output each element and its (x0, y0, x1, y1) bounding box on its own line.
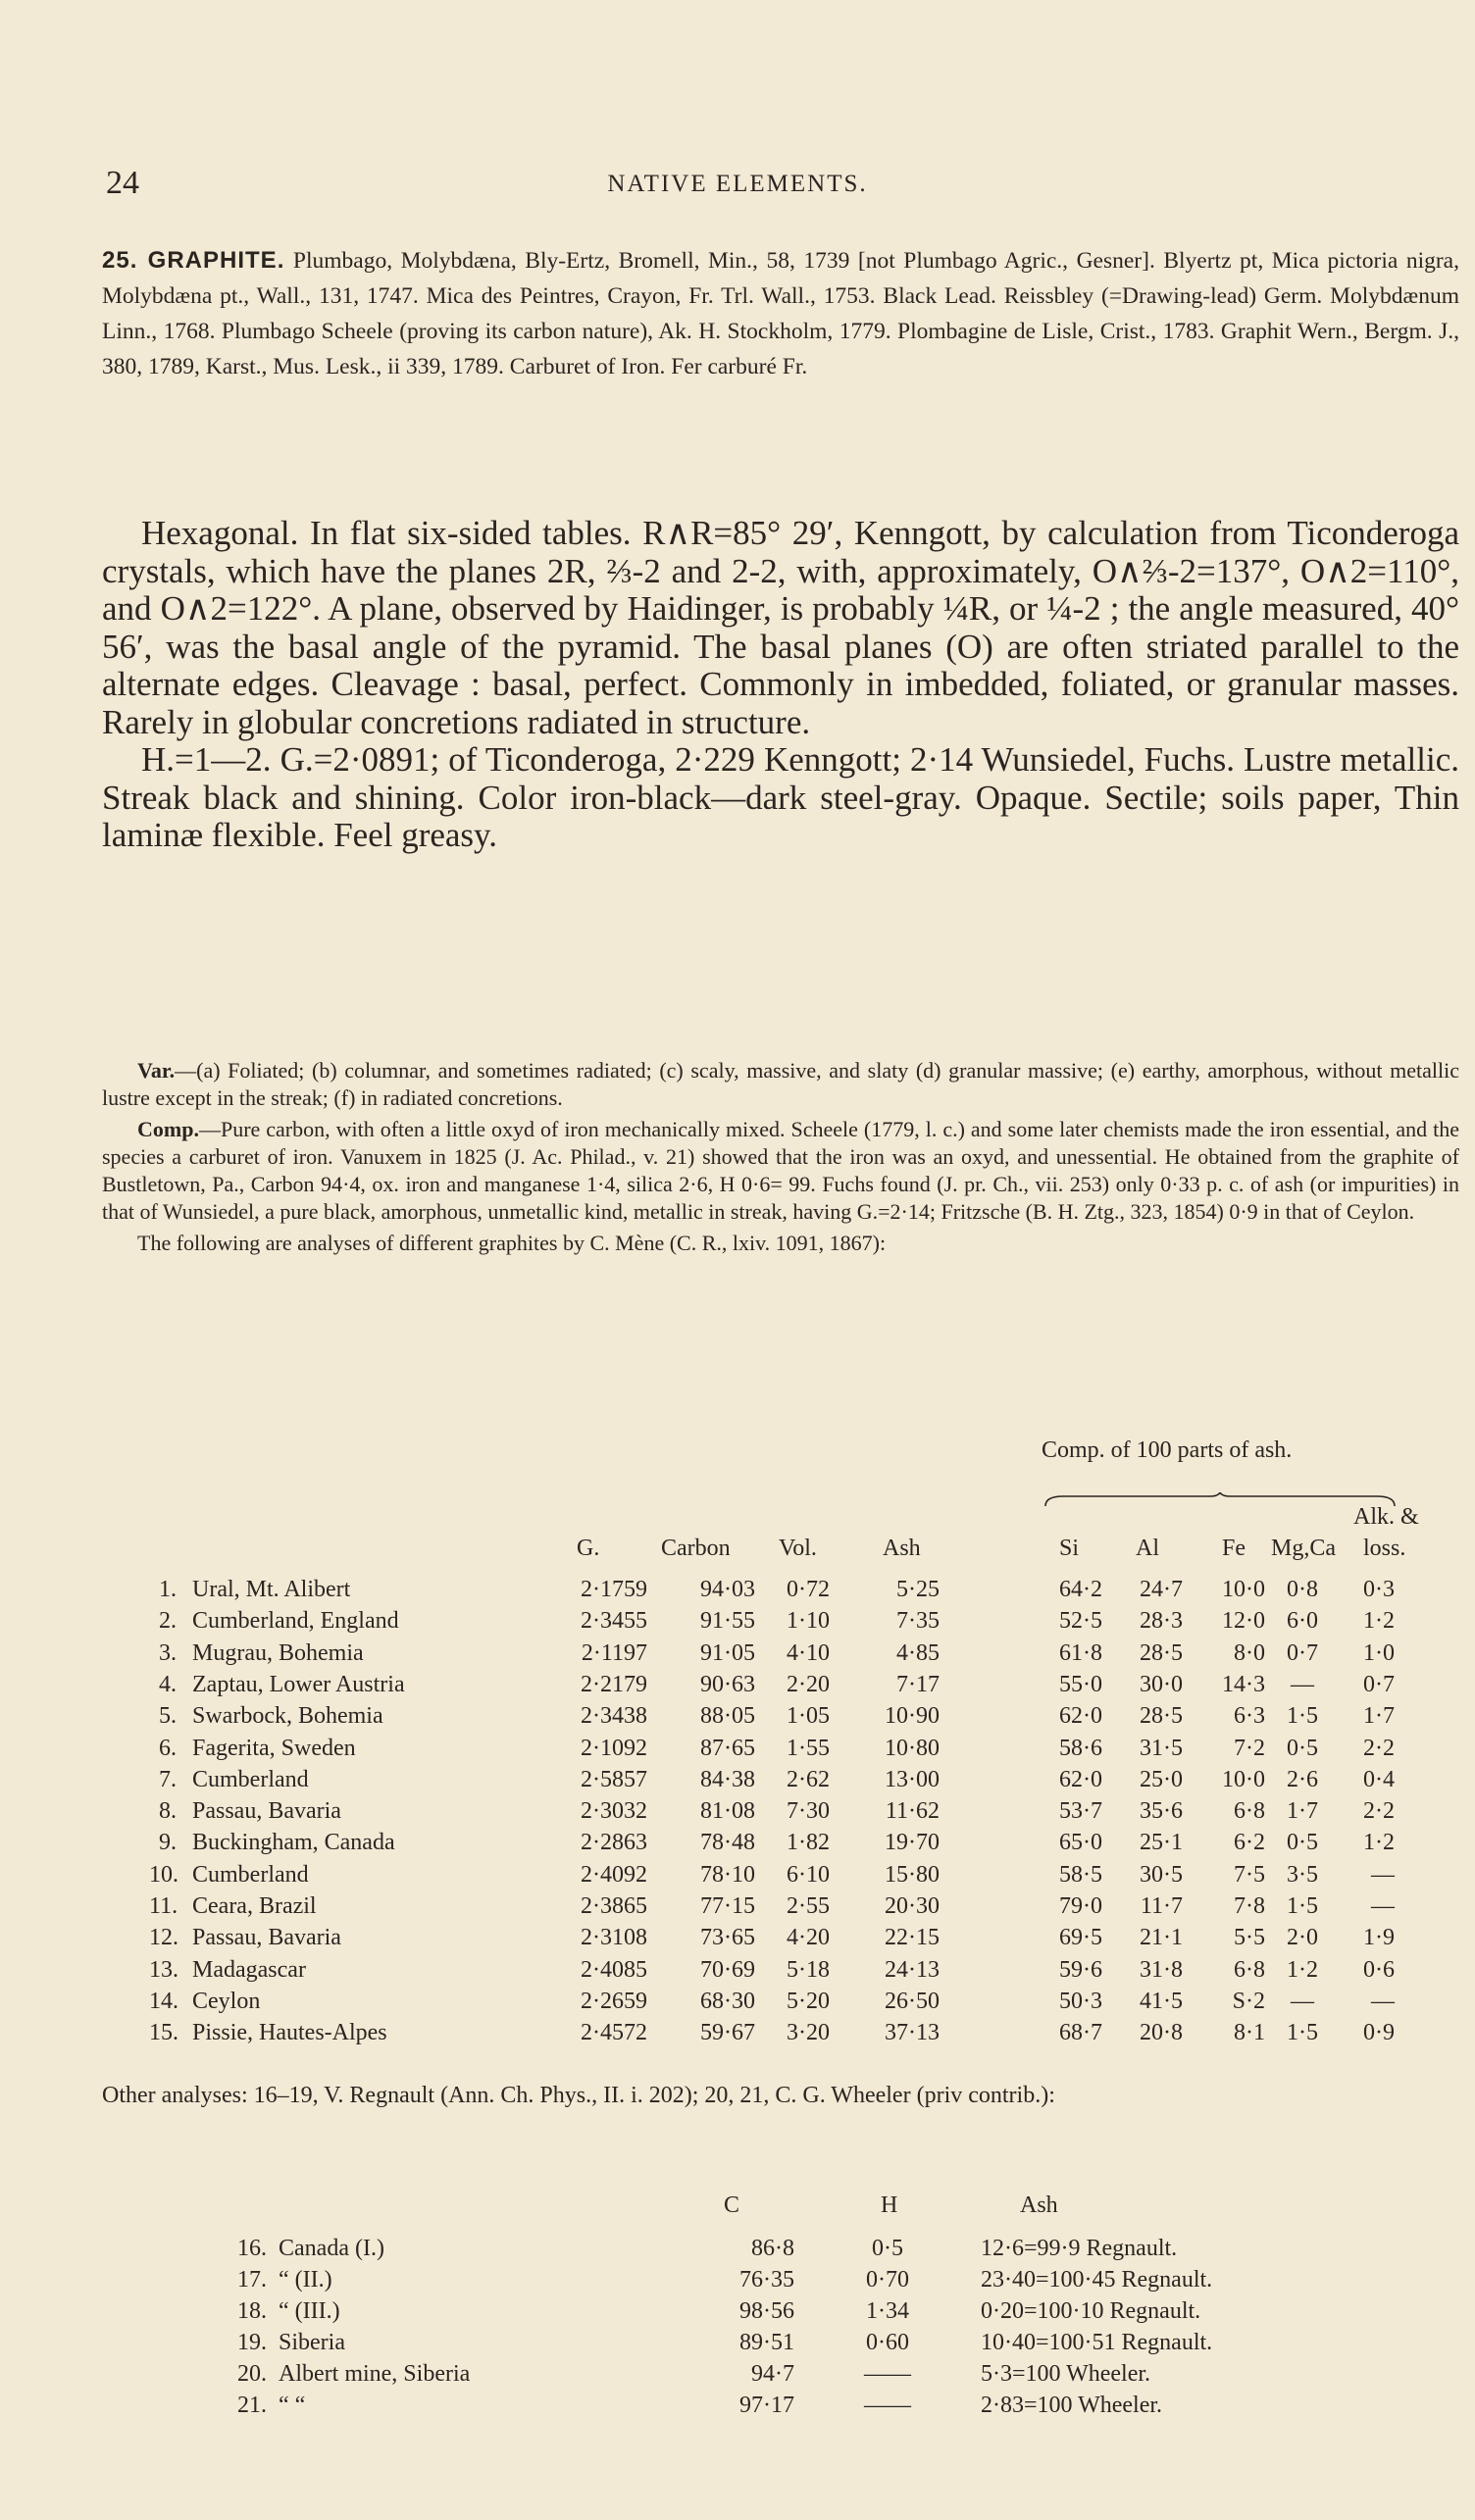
value-cell: 5·3=100 Wheeler. (981, 2361, 1151, 2387)
value-cell: 7·5 (1234, 1861, 1265, 1888)
col-ash2: Ash (1020, 2192, 1058, 2218)
value-cell: 59·6 (1059, 1956, 1102, 1983)
value-cell: 5·5 (1234, 1925, 1265, 1951)
value-cell: 0·6 (1363, 1956, 1395, 1983)
value-cell: 7·2 (1234, 1735, 1265, 1761)
value-cell: 2·4092 (581, 1861, 647, 1888)
value-cell: 30·0 (1140, 1671, 1183, 1697)
value-cell: 20·30 (885, 1893, 940, 1919)
value-cell: 1·5 (1287, 1893, 1318, 1919)
value-cell: 3. (159, 1639, 177, 1666)
value-cell: 87·65 (700, 1735, 755, 1761)
value-cell: 4·20 (787, 1925, 830, 1951)
col-ash: Ash (883, 1536, 921, 1561)
value-cell: 86·8 (751, 2236, 794, 2261)
value-cell: 8·0 (1234, 1639, 1265, 1666)
value-cell: 1·0 (1363, 1639, 1395, 1666)
value-cell: —— (864, 2393, 911, 2418)
value-cell: 28·3 (1140, 1608, 1183, 1635)
value-cell: 50·3 (1059, 1988, 1102, 2014)
value-cell: 10·0 (1222, 1766, 1265, 1792)
value-cell: — (1291, 1988, 1314, 2014)
value-cell: 12·6=99·9 Regnault. (981, 2236, 1178, 2261)
value-cell: 73·65 (700, 1925, 755, 1951)
value-cell: 88·05 (700, 1703, 755, 1730)
value-cell: 7·17 (896, 1671, 940, 1697)
value-cell: 14·3 (1222, 1671, 1265, 1697)
locality-cell: Pissie, Hautes-Alpes (192, 2020, 387, 2046)
value-cell: 1·34 (866, 2298, 909, 2324)
value-cell: 2·3108 (581, 1925, 647, 1951)
value-cell: 1·5 (1287, 1703, 1318, 1730)
locality-cell: “ (III.) (279, 2298, 340, 2324)
value-cell: —— (864, 2361, 911, 2387)
value-cell: 11·62 (885, 1798, 940, 1825)
value-cell: 31·8 (1140, 1956, 1183, 1983)
value-cell: 2·55 (787, 1893, 830, 1919)
value-cell: 21·1 (1140, 1925, 1183, 1951)
value-cell: 0·20=100·10 Regnault. (981, 2298, 1201, 2324)
table-row (0, 2393, 1475, 2424)
value-cell: 10·0 (1222, 1577, 1265, 1602)
col-loss: loss. (1363, 1536, 1406, 1561)
table-row (0, 1767, 1475, 1800)
value-cell: 2·83=100 Wheeler. (981, 2393, 1163, 2418)
notes-section (102, 1057, 1459, 1261)
col-g: G. (577, 1536, 600, 1561)
locality-cell: Passau, Bavaria (192, 1798, 341, 1825)
value-cell: 78·48 (700, 1830, 755, 1856)
value-cell: 15·80 (885, 1861, 940, 1888)
locality-cell: Mugrau, Bohemia (192, 1639, 364, 1666)
value-cell: 35·6 (1140, 1798, 1183, 1825)
value-cell: 0·8 (1287, 1577, 1318, 1602)
value-cell: 19. (237, 2330, 267, 2355)
table2-header-row (0, 2192, 1475, 2224)
value-cell: 0·5 (1287, 1830, 1318, 1856)
value-cell: 59·67 (700, 2020, 755, 2046)
table-row (0, 1862, 1475, 1895)
value-cell: 1·2 (1363, 1608, 1395, 1635)
value-cell: 62·0 (1059, 1766, 1102, 1792)
value-cell: 22·15 (885, 1925, 940, 1951)
value-cell: 10·90 (885, 1703, 940, 1730)
alk-header: Alk. & (1353, 1504, 1419, 1530)
locality-cell: Ceylon (192, 1988, 261, 2014)
table-row (0, 1577, 1475, 1610)
value-cell: 55·0 (1059, 1671, 1102, 1697)
value-cell: 8. (159, 1798, 177, 1825)
col-carbon: Carbon (661, 1536, 731, 1561)
value-cell: 1·82 (787, 1830, 830, 1856)
col-al: Al (1136, 1536, 1159, 1561)
value-cell: 94·7 (751, 2361, 794, 2387)
locality-cell: “ “ (279, 2393, 306, 2418)
value-cell: 31·5 (1140, 1735, 1183, 1761)
var-text: —(a) Foliated; (b) columnar, and sometimes radiated; (c) scaly, massive, and slaty (d) granular massive; (e) earthy, amorphous, without metallic lustre except in the streak; (f) in radiated concretions. (102, 1058, 1459, 1110)
value-cell: 8·1 (1234, 2020, 1265, 2046)
page-number: 24 (106, 165, 139, 201)
value-cell: 2·4085 (581, 1956, 647, 1983)
value-cell: 0·5 (1287, 1735, 1318, 1761)
table-row (0, 1798, 1475, 1832)
value-cell: 2·3865 (581, 1893, 647, 1919)
value-cell: 1. (159, 1577, 177, 1602)
value-cell: 2·62 (787, 1766, 830, 1792)
value-cell: 52·5 (1059, 1608, 1102, 1635)
locality-cell: Canada (I.) (279, 2236, 384, 2261)
table-row (0, 2330, 1475, 2361)
value-cell: — (1371, 1893, 1395, 1919)
value-cell: 17. (237, 2267, 267, 2293)
value-cell: 13. (149, 1956, 178, 1983)
value-cell: 70·69 (700, 1956, 755, 1983)
value-cell: 1·10 (787, 1608, 830, 1635)
table-row (0, 1672, 1475, 1705)
table-row (0, 2298, 1475, 2330)
value-cell: 1·9 (1363, 1925, 1395, 1951)
table-row (0, 1830, 1475, 1863)
value-cell: 13·00 (885, 1766, 940, 1792)
table-row (0, 1736, 1475, 1769)
value-cell: 64·2 (1059, 1577, 1102, 1602)
value-cell: 7·30 (787, 1798, 830, 1825)
value-cell: 24·13 (885, 1956, 940, 1983)
table-row (0, 2020, 1475, 2053)
value-cell: 4·10 (787, 1639, 830, 1666)
value-cell: 7. (159, 1766, 177, 1792)
value-cell: 28·5 (1140, 1639, 1183, 1666)
value-cell: 94·03 (700, 1577, 755, 1602)
locality-cell: Albert mine, Siberia (279, 2361, 471, 2387)
value-cell: 25·0 (1140, 1766, 1183, 1792)
table-row (0, 1925, 1475, 1958)
locality-cell: Cumberland, England (192, 1608, 399, 1635)
value-cell: 3·5 (1287, 1861, 1318, 1888)
value-cell: 7·8 (1234, 1893, 1265, 1919)
value-cell: 97·17 (739, 2393, 794, 2418)
value-cell: 84·38 (700, 1766, 755, 1792)
value-cell: 2·0 (1287, 1925, 1318, 1951)
value-cell: 6·10 (787, 1861, 830, 1888)
comp-label: Comp. (137, 1117, 199, 1141)
locality-cell: Ceara, Brazil (192, 1893, 317, 1919)
species-title: 25. GRAPHITE. (102, 247, 285, 274)
value-cell: — (1291, 1671, 1314, 1697)
value-cell: 69·5 (1059, 1925, 1102, 1951)
value-cell: 6·2 (1234, 1830, 1265, 1856)
value-cell: 2·5857 (581, 1766, 647, 1792)
synonymy-paragraph (102, 243, 1459, 384)
value-cell: 2·2179 (581, 1671, 647, 1697)
value-cell: 10·40=100·51 Regnault. (981, 2330, 1213, 2355)
value-cell: 6·0 (1287, 1608, 1318, 1635)
value-cell: 30·5 (1140, 1861, 1183, 1888)
value-cell: 7·35 (896, 1608, 940, 1635)
value-cell: 2·20 (787, 1671, 830, 1697)
value-cell: 4. (159, 1671, 177, 1697)
value-cell: 2·1759 (581, 1577, 647, 1602)
value-cell: 0·4 (1363, 1766, 1395, 1792)
locality-cell: Swarbock, Bohemia (192, 1703, 383, 1730)
value-cell: 20. (237, 2361, 267, 2387)
description-section (102, 515, 1459, 855)
ash-group-header: Comp. of 100 parts of ash. (1042, 1437, 1293, 1463)
value-cell: 77·15 (700, 1893, 755, 1919)
value-cell: 1·5 (1287, 2020, 1318, 2046)
value-cell: 2·3032 (581, 1798, 647, 1825)
value-cell: 0·5 (872, 2236, 903, 2261)
value-cell: 68·30 (700, 1988, 755, 2014)
value-cell: 1·7 (1287, 1798, 1318, 1825)
col-fe: Fe (1222, 1536, 1246, 1561)
value-cell: 5·25 (896, 1577, 940, 1602)
other-analyses-line: Other analyses: 16–19, V. Regnault (Ann. Ch. Phys., II. i. 202); 20, 21, C. G. Wheeler (priv contrib.): (102, 2083, 1055, 2108)
value-cell: 76·35 (739, 2267, 794, 2293)
value-cell: 58·6 (1059, 1735, 1102, 1761)
locality-cell: Cumberland (192, 1766, 309, 1792)
ash-brace (1043, 1492, 1397, 1508)
value-cell: — (1371, 1861, 1395, 1888)
value-cell: 58·5 (1059, 1861, 1102, 1888)
value-cell: 23·40=100·45 Regnault. (981, 2267, 1213, 2293)
locality-cell: Buckingham, Canada (192, 1830, 395, 1856)
page-header (0, 165, 1475, 204)
synonymy-text: Plumbago, Molybdæna, Bly-Ertz, Bromell, Min., 58, 1739 [not Plumbago Agric., Gesner]. Blyertz pt, Mica pictoria nigra, Molybdæna pt., Wall., 131, 1747. Mica des Peintres, Crayon, Fr. Trl. Wall., 1753. Black Lead. Reissbley (=Drawing-lead) Germ. Molybdænum Linn., 1768. Plumbago Scheele (proving its carbon nature), Ak. H. Stockholm, 1779. Plombagine de Lisle, Crist., 1783. Graphit Wern., Bergm. J., 380, 1789, Karst., Mus. Lesk., ii 339, 1789. Carburet of Iron. Fer carburé Fr. (102, 248, 1459, 379)
comp-text: —Pure carbon, with often a little oxyd of iron mechanically mixed. Scheele (1779, l. c.) and some later chemists made the iron essential, and the species a carburet of iron. Vanuxem in 1825 (J. Ac. Philad., v. 21) showed that the iron was an oxyd, and unessential. He obtained from the graphite of Bustletown, Pa., Carbon 94·4, ox. iron and manganese 1·4, silica 2·6, H 0·6= 99. Fuchs found (J. pr. Ch., vii. 253) only 0·33 p. c. of ash (or impurities) in that of Wunsiedel, a pure black, amorphous, unmetallic kind, metallic in streak, having G.=2·14; Fritzsche (B. H. Ztg., 323, 1854) 0·9 in that of Ceylon. (102, 1117, 1459, 1224)
value-cell: 10·80 (885, 1735, 940, 1761)
value-cell: 1·2 (1287, 1956, 1318, 1983)
table-header-row (0, 1536, 1475, 1569)
value-cell: 6·8 (1234, 1798, 1265, 1825)
value-cell: 16. (237, 2236, 267, 2261)
value-cell: 19·70 (885, 1830, 940, 1856)
value-cell: 2·2 (1363, 1798, 1395, 1825)
value-cell: 2·1197 (581, 1639, 647, 1666)
value-cell: 21. (237, 2393, 267, 2418)
value-cell: 2·2 (1363, 1735, 1395, 1761)
col-h: H (881, 2192, 898, 2218)
value-cell: 2·2863 (581, 1830, 647, 1856)
value-cell: 98·56 (739, 2298, 794, 2324)
table-row (0, 1608, 1475, 1641)
value-cell: 25·1 (1140, 1830, 1183, 1856)
value-cell: 79·0 (1059, 1893, 1102, 1919)
value-cell: 68·7 (1059, 2020, 1102, 2046)
value-cell: 53·7 (1059, 1798, 1102, 1825)
value-cell: 6·3 (1234, 1703, 1265, 1730)
value-cell: 11·7 (1140, 1893, 1183, 1919)
value-cell: 37·13 (885, 2020, 940, 2046)
locality-cell: Zaptau, Lower Austria (192, 1671, 405, 1697)
analyses-table (0, 1437, 1475, 2069)
value-cell: 0·60 (866, 2330, 909, 2355)
col-si: Si (1059, 1536, 1080, 1561)
locality-cell: “ (II.) (279, 2267, 332, 2293)
value-cell: 6. (159, 1735, 177, 1761)
value-cell: 2·1092 (581, 1735, 647, 1761)
value-cell: 0·9 (1363, 2020, 1395, 2046)
locality-cell: Madagascar (192, 1956, 306, 1983)
value-cell: 15. (149, 2020, 178, 2046)
crystallography-paragraph: Hexagonal. In flat six-sided tables. R∧R=85° 29′, Kenngott, by calculation from Ticonderoga crystals, which have the planes 2R, ⅔-2 and 2-2, with, approximately, O∧⅔-2=137°, O∧2=110°, and O∧2=122°. A plane, observed by Haidinger, is probably ¼R, or ¼-2 ; the angle measured, 40° 56′, was the basal angle of the pyramid. The basal planes (O) are often striated parallel to the alternate edges. Cleavage : basal, perfect. Commonly in imbedded, foliated, or granular masses. Rarely in globular concretions radiated in structure. (102, 514, 1459, 741)
value-cell: 9. (159, 1830, 177, 1856)
value-cell: — (1371, 1988, 1395, 2014)
col-vol: Vol. (779, 1536, 817, 1561)
analyses-intro: The following are analyses of different graphites by C. Mène (C. R., lxiv. 1091, 1867): (137, 1231, 887, 1255)
table-row (0, 2361, 1475, 2393)
value-cell: 5·18 (787, 1956, 830, 1983)
value-cell: 2·2659 (581, 1988, 647, 2014)
value-cell: 1·05 (787, 1703, 830, 1730)
value-cell: 2·3455 (581, 1608, 647, 1635)
value-cell: 11. (149, 1893, 178, 1919)
value-cell: 6·8 (1234, 1956, 1265, 1983)
value-cell: 14. (149, 1988, 178, 2014)
value-cell: 62·0 (1059, 1703, 1102, 1730)
value-cell: 90·63 (700, 1671, 755, 1697)
value-cell: 18. (237, 2298, 267, 2324)
table-row (0, 1957, 1475, 1991)
value-cell: 5. (159, 1703, 177, 1730)
value-cell: 61·8 (1059, 1639, 1102, 1666)
value-cell: 89·51 (739, 2330, 794, 2355)
value-cell: 26·50 (885, 1988, 940, 2014)
locality-cell: Fagerita, Sweden (192, 1735, 356, 1761)
table-row (0, 1703, 1475, 1737)
value-cell: 2·3438 (581, 1703, 647, 1730)
value-cell: 12. (149, 1925, 178, 1951)
table-row (0, 1989, 1475, 2022)
table-row (0, 1640, 1475, 1674)
value-cell: 28·5 (1140, 1703, 1183, 1730)
physical-properties-paragraph: H.=1—2. G.=2·0891; of Ticonderoga, 2·229 Kenngott; 2·14 Wunsiedel, Fuchs. Lustre metallic. Streak black and shining. Color iron-black—dark steel-gray. Opaque. Sectile; soils paper, Thin laminæ flexible. Feel greasy. (102, 740, 1459, 854)
value-cell: 24·7 (1140, 1577, 1183, 1602)
value-cell: 81·08 (700, 1798, 755, 1825)
regnault-wheeler-table (0, 2192, 1475, 2487)
value-cell: 3·20 (787, 2020, 830, 2046)
value-cell: 10. (149, 1861, 178, 1888)
value-cell: 1·7 (1363, 1703, 1395, 1730)
value-cell: 0·7 (1287, 1639, 1318, 1666)
value-cell: 0·3 (1363, 1577, 1395, 1602)
composition-paragraph (102, 1116, 1459, 1226)
table-row (0, 2236, 1475, 2267)
col-c: C (724, 2192, 740, 2218)
var-label: Var. (137, 1058, 176, 1083)
value-cell: 78·10 (700, 1861, 755, 1888)
value-cell: 91·55 (700, 1608, 755, 1635)
value-cell: 91·05 (700, 1639, 755, 1666)
value-cell: 1·2 (1363, 1830, 1395, 1856)
value-cell: 12·0 (1222, 1608, 1265, 1635)
value-cell: 2. (159, 1608, 177, 1635)
value-cell: 4·85 (896, 1639, 940, 1666)
varieties-paragraph (102, 1057, 1459, 1112)
value-cell: 20·8 (1140, 2020, 1183, 2046)
locality-cell: Ural, Mt. Alibert (192, 1577, 351, 1602)
value-cell: 1·55 (787, 1735, 830, 1761)
locality-cell: Passau, Bavaria (192, 1925, 341, 1951)
value-cell: 41·5 (1140, 1988, 1183, 2014)
table-row (0, 2267, 1475, 2298)
value-cell: 0·72 (787, 1577, 830, 1602)
value-cell: 65·0 (1059, 1830, 1102, 1856)
value-cell: 0·70 (866, 2267, 909, 2293)
value-cell: 2·6 (1287, 1766, 1318, 1792)
locality-cell: Cumberland (192, 1861, 309, 1888)
col-mgca: Mg,Ca (1271, 1536, 1336, 1561)
value-cell: 2·4572 (581, 2020, 647, 2046)
locality-cell: Siberia (279, 2330, 345, 2355)
running-head: NATIVE ELEMENTS. (607, 171, 868, 197)
value-cell: 5·20 (787, 1988, 830, 2014)
table-row (0, 1893, 1475, 1927)
value-cell: S·2 (1232, 1988, 1265, 2014)
value-cell: 0·7 (1363, 1671, 1395, 1697)
